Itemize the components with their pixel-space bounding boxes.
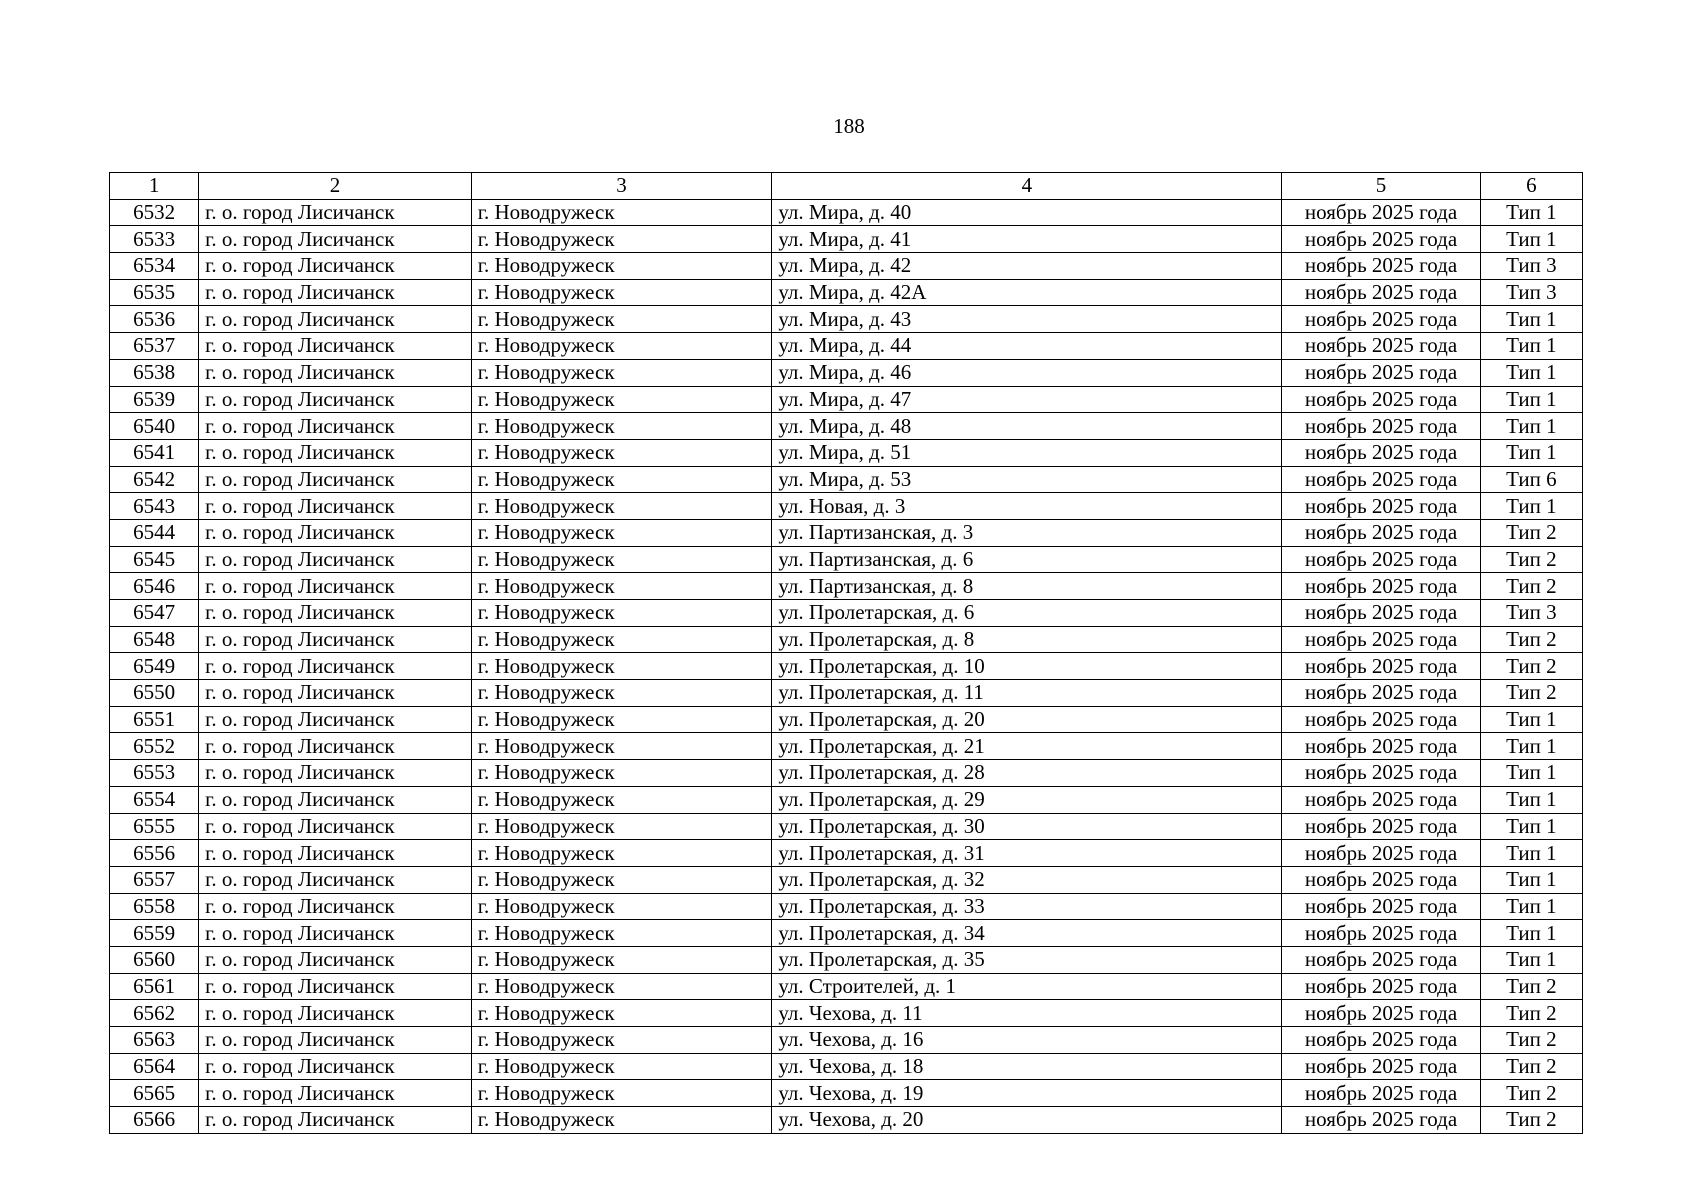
table-row <box>110 546 1583 573</box>
address-cell: ул. Мира, д. 42 <box>772 253 1282 280</box>
settlement-cell: г. Новодружеск <box>471 1107 772 1134</box>
type-cell: Тип 1 <box>1480 946 1582 973</box>
page-number: 188 <box>833 114 865 138</box>
date-cell: ноябрь 2025 года <box>1282 253 1480 280</box>
row-number-cell: 6533 <box>110 226 199 253</box>
table-row <box>110 946 1583 973</box>
date-cell: ноябрь 2025 года <box>1282 893 1480 920</box>
settlement-cell: г. Новодружеск <box>471 946 772 973</box>
type-cell: Тип 1 <box>1480 733 1582 760</box>
district-cell: г. о. город Лисичанск <box>199 653 472 680</box>
address-cell: ул. Пролетарская, д. 30 <box>772 813 1282 840</box>
type-cell: Тип 1 <box>1480 786 1582 813</box>
table-row <box>110 760 1583 787</box>
address-cell: ул. Чехова, д. 20 <box>772 1107 1282 1134</box>
district-cell: г. о. город Лисичанск <box>199 866 472 893</box>
table-row <box>110 1027 1583 1054</box>
table-row <box>110 306 1583 333</box>
district-cell: г. о. город Лисичанск <box>199 573 472 600</box>
type-cell: Тип 1 <box>1480 359 1582 386</box>
row-number-cell: 6554 <box>110 786 199 813</box>
settlement-cell: г. Новодружеск <box>471 493 772 520</box>
date-cell: ноябрь 2025 года <box>1282 920 1480 947</box>
row-number-cell: 6545 <box>110 546 199 573</box>
date-cell: ноябрь 2025 года <box>1282 386 1480 413</box>
settlement-cell: г. Новодружеск <box>471 466 772 493</box>
row-number-cell: 6539 <box>110 386 199 413</box>
type-cell: Тип 3 <box>1480 279 1582 306</box>
table-row <box>110 1080 1583 1107</box>
table-row <box>110 1000 1583 1027</box>
data-table <box>109 172 1583 1134</box>
type-cell: Тип 1 <box>1480 493 1582 520</box>
row-number-cell: 6556 <box>110 840 199 867</box>
district-cell: г. о. город Лисичанск <box>199 546 472 573</box>
row-number-cell: 6562 <box>110 1000 199 1027</box>
address-cell: ул. Чехова, д. 19 <box>772 1080 1282 1107</box>
district-cell: г. о. город Лисичанск <box>199 519 472 546</box>
district-cell: г. о. город Лисичанск <box>199 1107 472 1134</box>
date-cell: ноябрь 2025 года <box>1282 840 1480 867</box>
district-cell: г. о. город Лисичанск <box>199 439 472 466</box>
row-number-cell: 6536 <box>110 306 199 333</box>
settlement-cell: г. Новодружеск <box>471 866 772 893</box>
table-row <box>110 920 1583 947</box>
settlement-cell: г. Новодружеск <box>471 733 772 760</box>
address-cell: ул. Пролетарская, д. 11 <box>772 680 1282 707</box>
address-cell: ул. Партизанская, д. 8 <box>772 573 1282 600</box>
address-cell: ул. Мира, д. 46 <box>772 359 1282 386</box>
table-row <box>110 439 1583 466</box>
table-row <box>110 680 1583 707</box>
address-cell: ул. Пролетарская, д. 21 <box>772 733 1282 760</box>
address-cell: ул. Мира, д. 40 <box>772 199 1282 226</box>
settlement-cell: г. Новодружеск <box>471 760 772 787</box>
settlement-cell: г. Новодружеск <box>471 1053 772 1080</box>
settlement-cell: г. Новодружеск <box>471 386 772 413</box>
row-number-cell: 6553 <box>110 760 199 787</box>
settlement-cell: г. Новодружеск <box>471 840 772 867</box>
table-row <box>110 813 1583 840</box>
district-cell: г. о. город Лисичанск <box>199 893 472 920</box>
row-number-cell: 6541 <box>110 439 199 466</box>
type-cell: Тип 1 <box>1480 333 1582 360</box>
district-cell: г. о. город Лисичанск <box>199 813 472 840</box>
address-cell: ул. Пролетарская, д. 8 <box>772 626 1282 653</box>
row-number-cell: 6532 <box>110 199 199 226</box>
address-cell: ул. Мира, д. 51 <box>772 439 1282 466</box>
table-row <box>110 386 1583 413</box>
date-cell: ноябрь 2025 года <box>1282 546 1480 573</box>
type-cell: Тип 1 <box>1480 840 1582 867</box>
table-row <box>110 466 1583 493</box>
district-cell: г. о. город Лисичанск <box>199 1027 472 1054</box>
type-cell: Тип 6 <box>1480 466 1582 493</box>
date-cell: ноябрь 2025 года <box>1282 439 1480 466</box>
table-row <box>110 893 1583 920</box>
row-number-cell: 6558 <box>110 893 199 920</box>
type-cell: Тип 2 <box>1480 1000 1582 1027</box>
column-header-4: 4 <box>772 173 1282 200</box>
address-cell: ул. Пролетарская, д. 31 <box>772 840 1282 867</box>
type-cell: Тип 1 <box>1480 413 1582 440</box>
address-cell: ул. Пролетарская, д. 34 <box>772 920 1282 947</box>
type-cell: Тип 2 <box>1480 653 1582 680</box>
settlement-cell: г. Новодружеск <box>471 1027 772 1054</box>
district-cell: г. о. город Лисичанск <box>199 840 472 867</box>
address-cell: ул. Мира, д. 47 <box>772 386 1282 413</box>
address-cell: ул. Пролетарская, д. 32 <box>772 866 1282 893</box>
date-cell: ноябрь 2025 года <box>1282 680 1480 707</box>
row-number-cell: 6564 <box>110 1053 199 1080</box>
address-cell: ул. Мира, д. 42А <box>772 279 1282 306</box>
type-cell: Тип 1 <box>1480 813 1582 840</box>
date-cell: ноябрь 2025 года <box>1282 519 1480 546</box>
type-cell: Тип 2 <box>1480 1053 1582 1080</box>
district-cell: г. о. город Лисичанск <box>199 786 472 813</box>
table-row <box>110 626 1583 653</box>
row-number-cell: 6550 <box>110 680 199 707</box>
district-cell: г. о. город Лисичанск <box>199 680 472 707</box>
table-row <box>110 840 1583 867</box>
table-row <box>110 359 1583 386</box>
type-cell: Тип 2 <box>1480 519 1582 546</box>
settlement-cell: г. Новодружеск <box>471 199 772 226</box>
row-number-cell: 6552 <box>110 733 199 760</box>
address-cell: ул. Мира, д. 53 <box>772 466 1282 493</box>
address-cell: ул. Пролетарская, д. 6 <box>772 600 1282 627</box>
date-cell: ноябрь 2025 года <box>1282 760 1480 787</box>
row-number-cell: 6551 <box>110 706 199 733</box>
district-cell: г. о. город Лисичанск <box>199 733 472 760</box>
row-number-cell: 6538 <box>110 359 199 386</box>
address-cell: ул. Пролетарская, д. 33 <box>772 893 1282 920</box>
address-cell: ул. Пролетарская, д. 29 <box>772 786 1282 813</box>
settlement-cell: г. Новодружеск <box>471 1000 772 1027</box>
settlement-cell: г. Новодружеск <box>471 813 772 840</box>
row-number-cell: 6544 <box>110 519 199 546</box>
address-cell: ул. Пролетарская, д. 20 <box>772 706 1282 733</box>
address-cell: ул. Мира, д. 43 <box>772 306 1282 333</box>
settlement-cell: г. Новодружеск <box>471 680 772 707</box>
district-cell: г. о. город Лисичанск <box>199 1053 472 1080</box>
district-cell: г. о. город Лисичанск <box>199 600 472 627</box>
row-number-cell: 6566 <box>110 1107 199 1134</box>
district-cell: г. о. город Лисичанск <box>199 1000 472 1027</box>
row-number-cell: 6559 <box>110 920 199 947</box>
district-cell: г. о. город Лисичанск <box>199 920 472 947</box>
date-cell: ноябрь 2025 года <box>1282 1053 1480 1080</box>
type-cell: Тип 1 <box>1480 760 1582 787</box>
row-number-cell: 6534 <box>110 253 199 280</box>
settlement-cell: г. Новодружеск <box>471 706 772 733</box>
settlement-cell: г. Новодружеск <box>471 600 772 627</box>
column-header-5: 5 <box>1282 173 1480 200</box>
address-cell: ул. Мира, д. 44 <box>772 333 1282 360</box>
district-cell: г. о. город Лисичанск <box>199 386 472 413</box>
settlement-cell: г. Новодружеск <box>471 653 772 680</box>
table-row <box>110 786 1583 813</box>
row-number-cell: 6557 <box>110 866 199 893</box>
type-cell: Тип 1 <box>1480 866 1582 893</box>
row-number-cell: 6563 <box>110 1027 199 1054</box>
table-row <box>110 493 1583 520</box>
column-header-2: 2 <box>199 173 472 200</box>
row-number-cell: 6555 <box>110 813 199 840</box>
date-cell: ноябрь 2025 года <box>1282 1107 1480 1134</box>
type-cell: Тип 1 <box>1480 306 1582 333</box>
type-cell: Тип 1 <box>1480 920 1582 947</box>
address-cell: ул. Партизанская, д. 6 <box>772 546 1282 573</box>
column-header-6: 6 <box>1480 173 1582 200</box>
district-cell: г. о. город Лисичанск <box>199 760 472 787</box>
address-cell: ул. Чехова, д. 18 <box>772 1053 1282 1080</box>
row-number-cell: 6540 <box>110 413 199 440</box>
date-cell: ноябрь 2025 года <box>1282 279 1480 306</box>
row-number-cell: 6548 <box>110 626 199 653</box>
table-row <box>110 706 1583 733</box>
settlement-cell: г. Новодружеск <box>471 359 772 386</box>
row-number-cell: 6546 <box>110 573 199 600</box>
type-cell: Тип 2 <box>1480 546 1582 573</box>
row-number-cell: 6549 <box>110 653 199 680</box>
table-row <box>110 226 1583 253</box>
date-cell: ноябрь 2025 года <box>1282 199 1480 226</box>
type-cell: Тип 2 <box>1480 973 1582 1000</box>
row-number-cell: 6535 <box>110 279 199 306</box>
address-cell: ул. Мира, д. 48 <box>772 413 1282 440</box>
date-cell: ноябрь 2025 года <box>1282 733 1480 760</box>
table-row <box>110 279 1583 306</box>
header-row <box>110 173 1583 200</box>
settlement-cell: г. Новодружеск <box>471 279 772 306</box>
table-row <box>110 1053 1583 1080</box>
table-row <box>110 653 1583 680</box>
address-cell: ул. Строителей, д. 1 <box>772 973 1282 1000</box>
date-cell: ноябрь 2025 года <box>1282 1080 1480 1107</box>
row-number-cell: 6561 <box>110 973 199 1000</box>
address-cell: ул. Чехова, д. 16 <box>772 1027 1282 1054</box>
settlement-cell: г. Новодружеск <box>471 519 772 546</box>
date-cell: ноябрь 2025 года <box>1282 653 1480 680</box>
settlement-cell: г. Новодружеск <box>471 253 772 280</box>
settlement-cell: г. Новодружеск <box>471 306 772 333</box>
date-cell: ноябрь 2025 года <box>1282 1027 1480 1054</box>
district-cell: г. о. город Лисичанск <box>199 493 472 520</box>
date-cell: ноябрь 2025 года <box>1282 626 1480 653</box>
table-row <box>110 973 1583 1000</box>
type-cell: Тип 1 <box>1480 386 1582 413</box>
district-cell: г. о. город Лисичанск <box>199 199 472 226</box>
address-cell: ул. Пролетарская, д. 28 <box>772 760 1282 787</box>
table-row <box>110 253 1583 280</box>
type-cell: Тип 2 <box>1480 1107 1582 1134</box>
type-cell: Тип 3 <box>1480 253 1582 280</box>
date-cell: ноябрь 2025 года <box>1282 333 1480 360</box>
date-cell: ноябрь 2025 года <box>1282 1000 1480 1027</box>
district-cell: г. о. город Лисичанск <box>199 306 472 333</box>
settlement-cell: г. Новодружеск <box>471 1080 772 1107</box>
table-row <box>110 413 1583 440</box>
district-cell: г. о. город Лисичанск <box>199 279 472 306</box>
district-cell: г. о. город Лисичанск <box>199 1080 472 1107</box>
type-cell: Тип 2 <box>1480 1080 1582 1107</box>
date-cell: ноябрь 2025 года <box>1282 359 1480 386</box>
address-cell: ул. Пролетарская, д. 35 <box>772 946 1282 973</box>
district-cell: г. о. город Лисичанск <box>199 413 472 440</box>
date-cell: ноябрь 2025 года <box>1282 466 1480 493</box>
type-cell: Тип 2 <box>1480 1027 1582 1054</box>
settlement-cell: г. Новодружеск <box>471 413 772 440</box>
table-row <box>110 866 1583 893</box>
type-cell: Тип 1 <box>1480 226 1582 253</box>
type-cell: Тип 1 <box>1480 893 1582 920</box>
district-cell: г. о. город Лисичанск <box>199 333 472 360</box>
settlement-cell: г. Новодружеск <box>471 573 772 600</box>
date-cell: ноябрь 2025 года <box>1282 786 1480 813</box>
address-cell: ул. Пролетарская, д. 10 <box>772 653 1282 680</box>
date-cell: ноябрь 2025 года <box>1282 946 1480 973</box>
date-cell: ноябрь 2025 года <box>1282 573 1480 600</box>
table-row <box>110 519 1583 546</box>
settlement-cell: г. Новодружеск <box>471 333 772 360</box>
type-cell: Тип 1 <box>1480 439 1582 466</box>
date-cell: ноябрь 2025 года <box>1282 813 1480 840</box>
district-cell: г. о. город Лисичанск <box>199 253 472 280</box>
address-cell: ул. Чехова, д. 11 <box>772 1000 1282 1027</box>
district-cell: г. о. город Лисичанск <box>199 226 472 253</box>
table-row <box>110 199 1583 226</box>
address-cell: ул. Новая, д. 3 <box>772 493 1282 520</box>
type-cell: Тип 2 <box>1480 626 1582 653</box>
settlement-cell: г. Новодружеск <box>471 226 772 253</box>
district-cell: г. о. город Лисичанск <box>199 706 472 733</box>
type-cell: Тип 3 <box>1480 600 1582 627</box>
table-row <box>110 733 1583 760</box>
row-number-cell: 6547 <box>110 600 199 627</box>
table-row <box>110 600 1583 627</box>
date-cell: ноябрь 2025 года <box>1282 493 1480 520</box>
table-row <box>110 1107 1583 1134</box>
district-cell: г. о. город Лисичанск <box>199 946 472 973</box>
settlement-cell: г. Новодружеск <box>471 893 772 920</box>
settlement-cell: г. Новодружеск <box>471 973 772 1000</box>
type-cell: Тип 1 <box>1480 199 1582 226</box>
row-number-cell: 6542 <box>110 466 199 493</box>
district-cell: г. о. город Лисичанск <box>199 359 472 386</box>
settlement-cell: г. Новодружеск <box>471 626 772 653</box>
district-cell: г. о. город Лисичанск <box>199 626 472 653</box>
district-cell: г. о. город Лисичанск <box>199 466 472 493</box>
type-cell: Тип 2 <box>1480 680 1582 707</box>
address-cell: ул. Партизанская, д. 3 <box>772 519 1282 546</box>
row-number-cell: 6560 <box>110 946 199 973</box>
table-body <box>110 199 1583 1133</box>
date-cell: ноябрь 2025 года <box>1282 973 1480 1000</box>
type-cell: Тип 1 <box>1480 706 1582 733</box>
date-cell: ноябрь 2025 года <box>1282 600 1480 627</box>
table-row <box>110 573 1583 600</box>
row-number-cell: 6543 <box>110 493 199 520</box>
address-cell: ул. Мира, д. 41 <box>772 226 1282 253</box>
settlement-cell: г. Новодружеск <box>471 439 772 466</box>
settlement-cell: г. Новодружеск <box>471 920 772 947</box>
settlement-cell: г. Новодружеск <box>471 546 772 573</box>
row-number-cell: 6565 <box>110 1080 199 1107</box>
date-cell: ноябрь 2025 года <box>1282 706 1480 733</box>
date-cell: ноябрь 2025 года <box>1282 306 1480 333</box>
row-number-cell: 6537 <box>110 333 199 360</box>
date-cell: ноябрь 2025 года <box>1282 226 1480 253</box>
table-row <box>110 333 1583 360</box>
column-header-1: 1 <box>110 173 199 200</box>
date-cell: ноябрь 2025 года <box>1282 413 1480 440</box>
column-header-3: 3 <box>471 173 772 200</box>
type-cell: Тип 2 <box>1480 573 1582 600</box>
settlement-cell: г. Новодружеск <box>471 786 772 813</box>
district-cell: г. о. город Лисичанск <box>199 973 472 1000</box>
date-cell: ноябрь 2025 года <box>1282 866 1480 893</box>
